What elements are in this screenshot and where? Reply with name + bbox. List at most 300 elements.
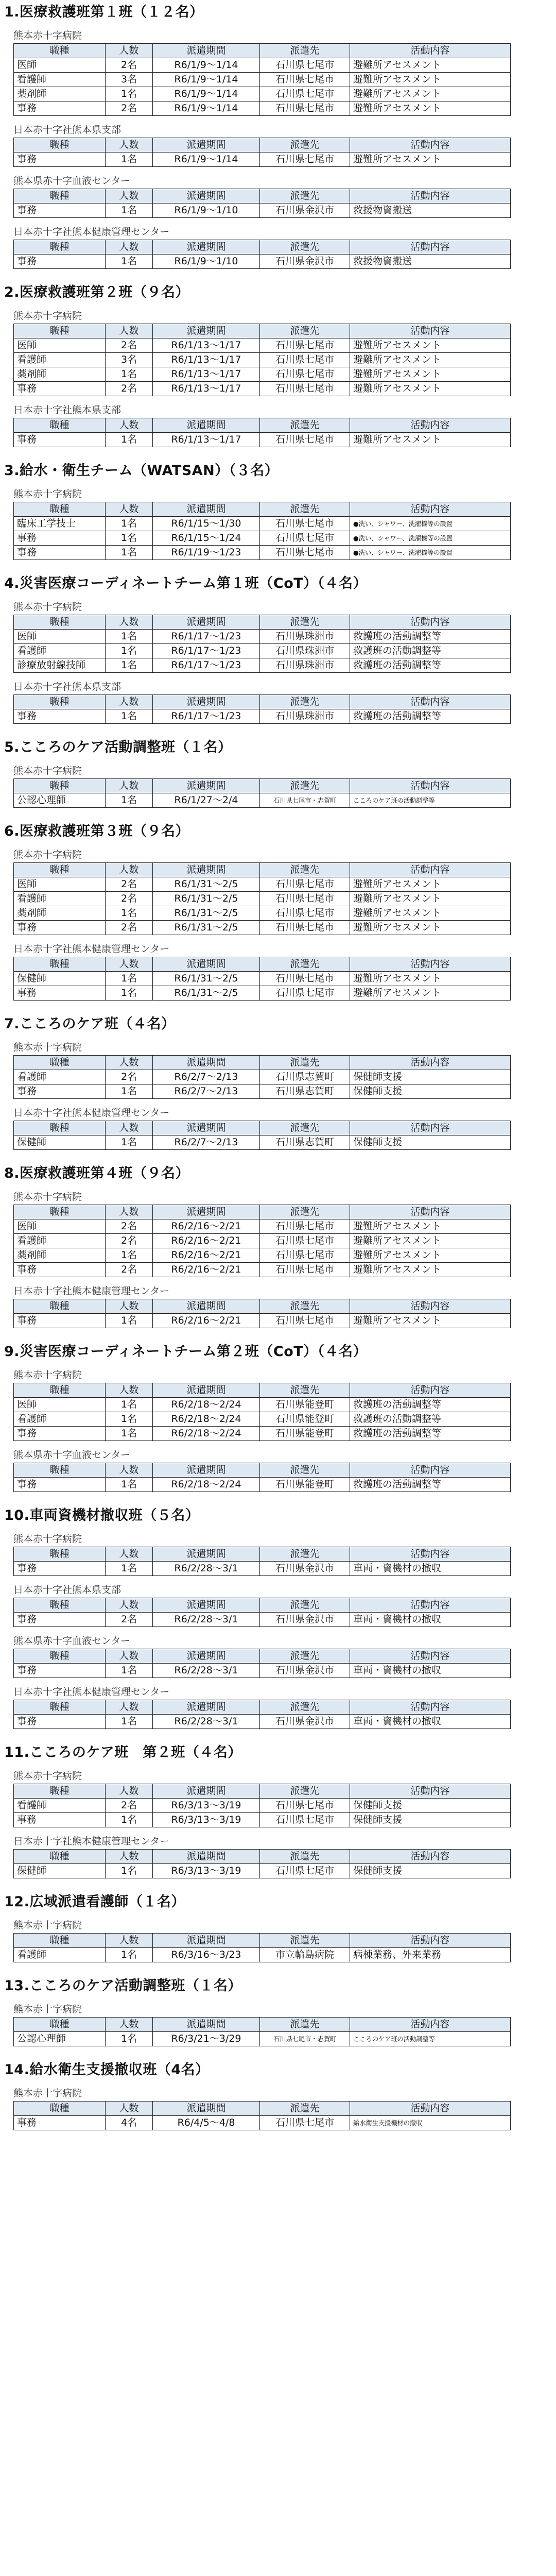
column-header: 派遣期間 xyxy=(153,1649,260,1664)
org-name: 日本赤十字社熊本健康管理センター xyxy=(13,1107,170,1118)
org-group xyxy=(4,1583,549,1627)
column-header: 派遣期間 xyxy=(153,779,260,793)
table-header-row xyxy=(14,138,511,152)
org-name: 熊本県赤十字血液センター xyxy=(13,175,131,187)
staff-table xyxy=(13,1598,511,1627)
cell-period: R6/1/9～1/14 xyxy=(153,152,260,167)
cell-period: R6/2/16～2/21 xyxy=(153,1219,260,1234)
table-row xyxy=(14,433,511,447)
column-header: 活動内容 xyxy=(350,1850,511,1864)
staff-table xyxy=(13,615,511,673)
cell-activity: 避難所アセスメント xyxy=(350,101,511,116)
team-title: 12.広域派遣看護師（１名） xyxy=(4,1894,185,1910)
column-header: 派遣期間 xyxy=(153,2102,260,2116)
table-row xyxy=(14,1084,511,1099)
team-section xyxy=(4,462,549,560)
column-header: 職種 xyxy=(14,189,106,204)
table-row xyxy=(14,1948,511,1962)
cell-count: 2名 xyxy=(106,1070,153,1084)
cell-period: R6/1/13～1/17 xyxy=(153,367,260,382)
table-header-row xyxy=(14,1056,511,1070)
table-row xyxy=(14,152,511,167)
column-header: 職種 xyxy=(14,1383,106,1398)
cell-role: 事務 xyxy=(14,204,106,218)
column-header: 派遣期間 xyxy=(153,695,260,709)
cell-activity: 避難所アセスメント xyxy=(350,58,511,73)
cell-activity: 避難所アセスメント xyxy=(350,1314,511,1328)
column-header: 派遣先 xyxy=(260,502,350,517)
column-header: 人数 xyxy=(106,1463,153,1478)
cell-activity: 避難所アセスメント xyxy=(350,338,511,353)
cell-activity: 避難所アセスメント xyxy=(350,877,511,892)
cell-count: 1名 xyxy=(106,87,153,101)
column-header: 派遣先 xyxy=(260,695,350,709)
column-header: 派遣先 xyxy=(260,1205,350,1219)
cell-count: 1名 xyxy=(106,972,153,986)
table-row xyxy=(14,1398,511,1412)
cell-activity: 避難所アセスメント xyxy=(350,1219,511,1234)
cell-destination: 石川県七尾市 xyxy=(260,1234,350,1248)
cell-count: 1名 xyxy=(106,1813,153,1827)
cell-period: R6/1/9～1/14 xyxy=(153,73,260,87)
cell-activity: 救護班の活動調整等 xyxy=(350,644,511,658)
column-header: 派遣期間 xyxy=(153,1056,260,1070)
cell-role: 薬剤師 xyxy=(14,1248,106,1263)
org-name: 熊本赤十字病院 xyxy=(13,1770,82,1782)
column-header: 人数 xyxy=(106,1784,153,1799)
cell-activity: 保健師支援 xyxy=(350,1136,511,1150)
cell-destination: 石川県金沢市 xyxy=(260,255,350,269)
column-header: 活動内容 xyxy=(350,1463,511,1478)
cell-period: R6/1/13～1/17 xyxy=(153,353,260,367)
team-title: 3.給水・衛生チーム（WATSAN）（３名） xyxy=(4,463,279,479)
cell-count: 2名 xyxy=(106,1799,153,1813)
table-row xyxy=(14,972,511,986)
column-header: 活動内容 xyxy=(350,779,511,793)
cell-destination: 石川県珠洲市 xyxy=(260,644,350,658)
cell-role: 看護師 xyxy=(14,644,106,658)
team-title: 5.こころのケア活動調整班（１名） xyxy=(4,739,232,755)
cell-count: 2名 xyxy=(106,892,153,906)
cell-destination: 石川県七尾市 xyxy=(260,382,350,396)
column-header: 活動内容 xyxy=(350,1056,511,1070)
staff-table xyxy=(13,418,511,447)
cell-destination: 石川県七尾市 xyxy=(260,972,350,986)
column-header: 派遣先 xyxy=(260,957,350,972)
table-row xyxy=(14,793,511,808)
org-group xyxy=(4,848,549,935)
org-name: 熊本赤十字病院 xyxy=(13,1042,82,1053)
cell-count: 1名 xyxy=(106,1412,153,1427)
cell-activity: 車両・資機材の撤収 xyxy=(350,1613,511,1627)
column-header: 活動内容 xyxy=(350,1383,511,1398)
cell-period: R6/1/17～1/23 xyxy=(153,709,260,724)
cell-destination: 石川県七尾市 xyxy=(260,1248,350,1263)
cell-period: R6/3/13～3/19 xyxy=(153,1864,260,1878)
table-row xyxy=(14,367,511,382)
column-header: 派遣先 xyxy=(260,1934,350,1948)
column-header: 職種 xyxy=(14,1598,106,1613)
column-header: 派遣期間 xyxy=(153,44,260,58)
org-group xyxy=(4,764,549,808)
cell-role: 事務 xyxy=(14,1715,106,1729)
column-header: 人数 xyxy=(106,615,153,630)
column-header: 派遣先 xyxy=(260,779,350,793)
cell-activity: 給水衛生支援機材の撤収 xyxy=(350,2116,511,2130)
cell-count: 1名 xyxy=(106,1715,153,1729)
cell-role: 事務 xyxy=(14,1562,106,1576)
org-group xyxy=(4,1835,549,1878)
cell-role: 事務 xyxy=(14,1263,106,1277)
cell-role: 事務 xyxy=(14,546,106,560)
team-section xyxy=(4,2061,549,2130)
column-header: 派遣先 xyxy=(260,1056,350,1070)
org-group xyxy=(4,1769,549,1827)
column-header: 人数 xyxy=(106,957,153,972)
team-section xyxy=(4,3,549,269)
org-group xyxy=(4,2003,549,2046)
column-header: 派遣先 xyxy=(260,1383,350,1398)
cell-role: 事務 xyxy=(14,382,106,396)
table-header-row xyxy=(14,1205,511,1219)
column-header: 職種 xyxy=(14,1299,106,1314)
cell-destination: 石川県七尾市 xyxy=(260,906,350,921)
cell-destination: 石川県珠洲市 xyxy=(260,658,350,673)
org-name: 日本赤十字社熊本県支部 xyxy=(13,124,121,135)
cell-role: 事務 xyxy=(14,2116,106,2130)
cell-destination: 石川県七尾市 xyxy=(260,1864,350,1878)
cell-activity: 救護班の活動調整等 xyxy=(350,658,511,673)
table-header-row xyxy=(14,240,511,255)
org-group xyxy=(4,403,549,447)
cell-count: 1名 xyxy=(106,367,153,382)
team-section xyxy=(4,1506,549,1729)
column-header: 人数 xyxy=(106,1299,153,1314)
staff-table xyxy=(13,1649,511,1678)
column-header: 派遣期間 xyxy=(153,240,260,255)
column-header: 派遣先 xyxy=(260,1463,350,1478)
cell-destination: 石川県七尾市 xyxy=(260,87,350,101)
column-header: 活動内容 xyxy=(350,1205,511,1219)
cell-activity: 避難所アセスメント xyxy=(350,1263,511,1277)
staff-table xyxy=(13,1547,511,1576)
cell-destination: 石川県七尾市 xyxy=(260,73,350,87)
column-header: 派遣期間 xyxy=(153,189,260,204)
column-header: 活動内容 xyxy=(350,1784,511,1799)
cell-period: R6/2/16～2/21 xyxy=(153,1263,260,1277)
column-header: 派遣期間 xyxy=(153,324,260,338)
cell-activity: 避難所アセスメント xyxy=(350,906,511,921)
staff-table xyxy=(13,240,511,269)
cell-role: 医師 xyxy=(14,58,106,73)
cell-role: 医師 xyxy=(14,1398,106,1412)
org-group xyxy=(4,487,549,560)
org-group xyxy=(4,29,549,116)
table-row xyxy=(14,73,511,87)
column-header: 活動内容 xyxy=(350,2102,511,2116)
table-header-row xyxy=(14,779,511,793)
table-header-row xyxy=(14,1547,511,1562)
cell-period: R6/1/31～2/5 xyxy=(153,892,260,906)
cell-period: R6/2/16～2/21 xyxy=(153,1314,260,1328)
cell-activity: 避難所アセスメント xyxy=(350,353,511,367)
cell-period: R6/1/15～1/24 xyxy=(153,531,260,546)
staff-table xyxy=(13,2017,511,2046)
cell-destination: 石川県志賀町 xyxy=(260,1070,350,1084)
cell-activity: 避難所アセスメント xyxy=(350,152,511,167)
column-header: 派遣先 xyxy=(260,2102,350,2116)
org-name: 熊本赤十字病院 xyxy=(13,488,82,500)
cell-period: R6/2/18～2/24 xyxy=(153,1412,260,1427)
cell-count: 1名 xyxy=(106,1478,153,1492)
cell-destination: 石川県金沢市 xyxy=(260,204,350,218)
staff-table xyxy=(13,1463,511,1492)
cell-period: R6/2/7～2/13 xyxy=(153,1084,260,1099)
cell-activity: 避難所アセスメント xyxy=(350,892,511,906)
cell-destination: 市立輪島病院 xyxy=(260,1948,350,1962)
table-row xyxy=(14,382,511,396)
staff-table xyxy=(13,1383,511,1441)
staff-table xyxy=(13,502,511,560)
org-group xyxy=(4,1919,549,1962)
cell-destination: 石川県七尾市 xyxy=(260,1314,350,1328)
column-header: 職種 xyxy=(14,863,106,877)
cell-period: R6/1/15～1/30 xyxy=(153,517,260,531)
table-header-row xyxy=(14,1463,511,1478)
table-row xyxy=(14,1864,511,1878)
cell-count: 1名 xyxy=(106,1136,153,1150)
team-title: 1.医療救護班第１班（１２名） xyxy=(4,4,204,20)
column-header: 人数 xyxy=(106,1598,153,1613)
column-header: 職種 xyxy=(14,779,106,793)
staff-table xyxy=(13,1121,511,1150)
team-title: 14.給水衛生支援撤収班（4名） xyxy=(4,2062,210,2078)
column-header: 派遣先 xyxy=(260,615,350,630)
cell-destination: 石川県七尾市 xyxy=(260,101,350,116)
column-header: 活動内容 xyxy=(350,138,511,152)
cell-period: R6/1/27～2/4 xyxy=(153,793,260,808)
cell-destination: 石川県七尾市 xyxy=(260,1263,350,1277)
cell-count: 3名 xyxy=(106,353,153,367)
cell-period: R6/1/9～1/10 xyxy=(153,204,260,218)
staff-table xyxy=(13,1205,511,1277)
cell-count: 3名 xyxy=(106,73,153,87)
cell-count: 2名 xyxy=(106,338,153,353)
org-group xyxy=(4,2087,549,2130)
table-row xyxy=(14,1613,511,1627)
cell-count: 1名 xyxy=(106,1562,153,1576)
cell-period: R6/1/19～1/23 xyxy=(153,546,260,560)
cell-destination: 石川県七尾市 xyxy=(260,152,350,167)
table-header-row xyxy=(14,695,511,709)
column-header: 派遣期間 xyxy=(153,1934,260,1948)
table-row xyxy=(14,517,511,531)
staff-table xyxy=(13,1849,511,1878)
org-name: 熊本赤十字病院 xyxy=(13,30,82,41)
column-header: 派遣先 xyxy=(260,189,350,204)
cell-count: 1名 xyxy=(106,546,153,560)
team-title: 8.医療救護班第４班（９名） xyxy=(4,1165,190,1181)
org-name: 熊本赤十字病院 xyxy=(13,2088,82,2099)
cell-activity: 救護班の活動調整等 xyxy=(350,1427,511,1441)
cell-count: 1名 xyxy=(106,793,153,808)
org-name: 熊本県赤十字血液センター xyxy=(13,1449,131,1461)
column-header: 職種 xyxy=(14,1205,106,1219)
column-header: 人数 xyxy=(106,695,153,709)
team-title: 7.こころのケア班（４名） xyxy=(4,1016,176,1032)
table-row xyxy=(14,531,511,546)
table-row xyxy=(14,986,511,1001)
cell-destination: 石川県七尾市 xyxy=(260,546,350,560)
cell-period: R6/3/13～3/19 xyxy=(153,1799,260,1813)
cell-role: 事務 xyxy=(14,433,106,447)
org-group xyxy=(4,680,549,724)
column-header: 派遣先 xyxy=(260,44,350,58)
column-header: 職種 xyxy=(14,1056,106,1070)
team-section xyxy=(4,1977,549,2046)
cell-period: R6/2/16～2/21 xyxy=(153,1234,260,1248)
org-group xyxy=(4,1041,549,1099)
cell-role: 事務 xyxy=(14,1664,106,1678)
column-header: 活動内容 xyxy=(350,1299,511,1314)
table-header-row xyxy=(14,957,511,972)
staff-table xyxy=(13,43,511,116)
table-row xyxy=(14,338,511,353)
org-group xyxy=(4,1532,549,1576)
column-header: 人数 xyxy=(106,1056,153,1070)
cell-activity: 救護班の活動調整等 xyxy=(350,709,511,724)
column-header: 派遣先 xyxy=(260,1121,350,1136)
column-header: 人数 xyxy=(106,1649,153,1664)
table-header-row xyxy=(14,44,511,58)
cell-role: 医師 xyxy=(14,877,106,892)
cell-activity: 避難所アセスメント xyxy=(350,73,511,87)
cell-role: 診療放射線技師 xyxy=(14,658,106,673)
org-name: 熊本赤十字病院 xyxy=(13,2004,82,2015)
column-header: 活動内容 xyxy=(350,418,511,433)
cell-role: 保健師 xyxy=(14,972,106,986)
cell-period: R6/2/28～3/1 xyxy=(153,1613,260,1627)
cell-destination: 石川県七尾市 xyxy=(260,892,350,906)
column-header: 活動内容 xyxy=(350,1649,511,1664)
cell-count: 2名 xyxy=(106,877,153,892)
table-row xyxy=(14,546,511,560)
cell-activity: 保健師支援 xyxy=(350,1084,511,1099)
cell-period: R6/2/18～2/24 xyxy=(153,1478,260,1492)
table-row xyxy=(14,658,511,673)
staff-table xyxy=(13,1055,511,1099)
team-section xyxy=(4,283,549,447)
column-header: 職種 xyxy=(14,2102,106,2116)
table-row xyxy=(14,1562,511,1576)
cell-role: 事務 xyxy=(14,101,106,116)
table-header-row xyxy=(14,189,511,204)
org-name: 熊本県赤十字血液センター xyxy=(13,1635,131,1647)
cell-count: 2名 xyxy=(106,1234,153,1248)
table-row xyxy=(14,1715,511,1729)
cell-role: 薬剤師 xyxy=(14,906,106,921)
cell-activity: 避難所アセスメント xyxy=(350,367,511,382)
table-row xyxy=(14,892,511,906)
table-row xyxy=(14,921,511,935)
column-header: 派遣期間 xyxy=(153,957,260,972)
table-header-row xyxy=(14,1383,511,1398)
cell-activity: 避難所アセスメント xyxy=(350,972,511,986)
cell-activity: ●洗い、シャワー、洗濯機等の設置 xyxy=(350,531,511,546)
cell-period: R6/1/13～1/17 xyxy=(153,382,260,396)
cell-count: 4名 xyxy=(106,2116,153,2130)
column-header: 派遣先 xyxy=(260,863,350,877)
org-group xyxy=(4,1685,549,1729)
column-header: 活動内容 xyxy=(350,1700,511,1715)
table-row xyxy=(14,1813,511,1827)
column-header: 派遣先 xyxy=(260,1598,350,1613)
column-header: 派遣期間 xyxy=(153,502,260,517)
column-header: 人数 xyxy=(106,418,153,433)
team-section xyxy=(4,574,549,724)
cell-count: 1名 xyxy=(106,152,153,167)
cell-activity: 避難所アセスメント xyxy=(350,382,511,396)
table-row xyxy=(14,1248,511,1263)
team-section xyxy=(4,1015,549,1150)
cell-destination: 石川県七尾市 xyxy=(260,367,350,382)
cell-role: 看護師 xyxy=(14,1948,106,1962)
table-header-row xyxy=(14,1649,511,1664)
cell-role: 事務 xyxy=(14,1613,106,1627)
table-header-row xyxy=(14,1299,511,1314)
cell-destination: 石川県七尾市 xyxy=(260,433,350,447)
column-header: 派遣先 xyxy=(260,1784,350,1799)
column-header: 活動内容 xyxy=(350,695,511,709)
cell-destination: 石川県金沢市 xyxy=(260,1715,350,1729)
table-row xyxy=(14,709,511,724)
team-title: 10.車両資機材撤収班（５名） xyxy=(4,1507,200,1523)
staff-table xyxy=(13,778,511,808)
team-section xyxy=(4,822,549,1001)
cell-count: 1名 xyxy=(106,433,153,447)
table-row xyxy=(14,353,511,367)
cell-count: 1名 xyxy=(106,658,153,673)
cell-count: 1名 xyxy=(106,630,153,644)
column-header: 派遣期間 xyxy=(153,1383,260,1398)
table-header-row xyxy=(14,502,511,517)
column-header: 職種 xyxy=(14,324,106,338)
column-header: 職種 xyxy=(14,1850,106,1864)
table-row xyxy=(14,204,511,218)
table-row xyxy=(14,1478,511,1492)
staff-table xyxy=(13,2101,511,2130)
table-header-row xyxy=(14,863,511,877)
cell-period: R6/1/17～1/23 xyxy=(153,644,260,658)
org-group xyxy=(4,174,549,218)
staff-table xyxy=(13,324,511,396)
team-section xyxy=(4,1164,549,1328)
staff-table xyxy=(13,957,511,1001)
column-header: 派遣先 xyxy=(260,138,350,152)
column-header: 派遣期間 xyxy=(153,1784,260,1799)
team-title: 11.こころのケア班 第２班（４名） xyxy=(4,1744,242,1760)
cell-activity: 避難所アセスメント xyxy=(350,1248,511,1263)
cell-destination: 石川県七尾市 xyxy=(260,1813,350,1827)
column-header: 派遣期間 xyxy=(153,1463,260,1478)
cell-destination: 石川県七尾市 xyxy=(260,338,350,353)
cell-count: 1名 xyxy=(106,531,153,546)
cell-count: 1名 xyxy=(106,1427,153,1441)
cell-destination: 石川県能登町 xyxy=(260,1398,350,1412)
cell-activity: ●洗い、シャワー、洗濯機等の設置 xyxy=(350,546,511,560)
org-name: 熊本赤十字病院 xyxy=(13,765,82,776)
cell-destination: 石川県七尾市・志賀町 xyxy=(260,2032,350,2046)
